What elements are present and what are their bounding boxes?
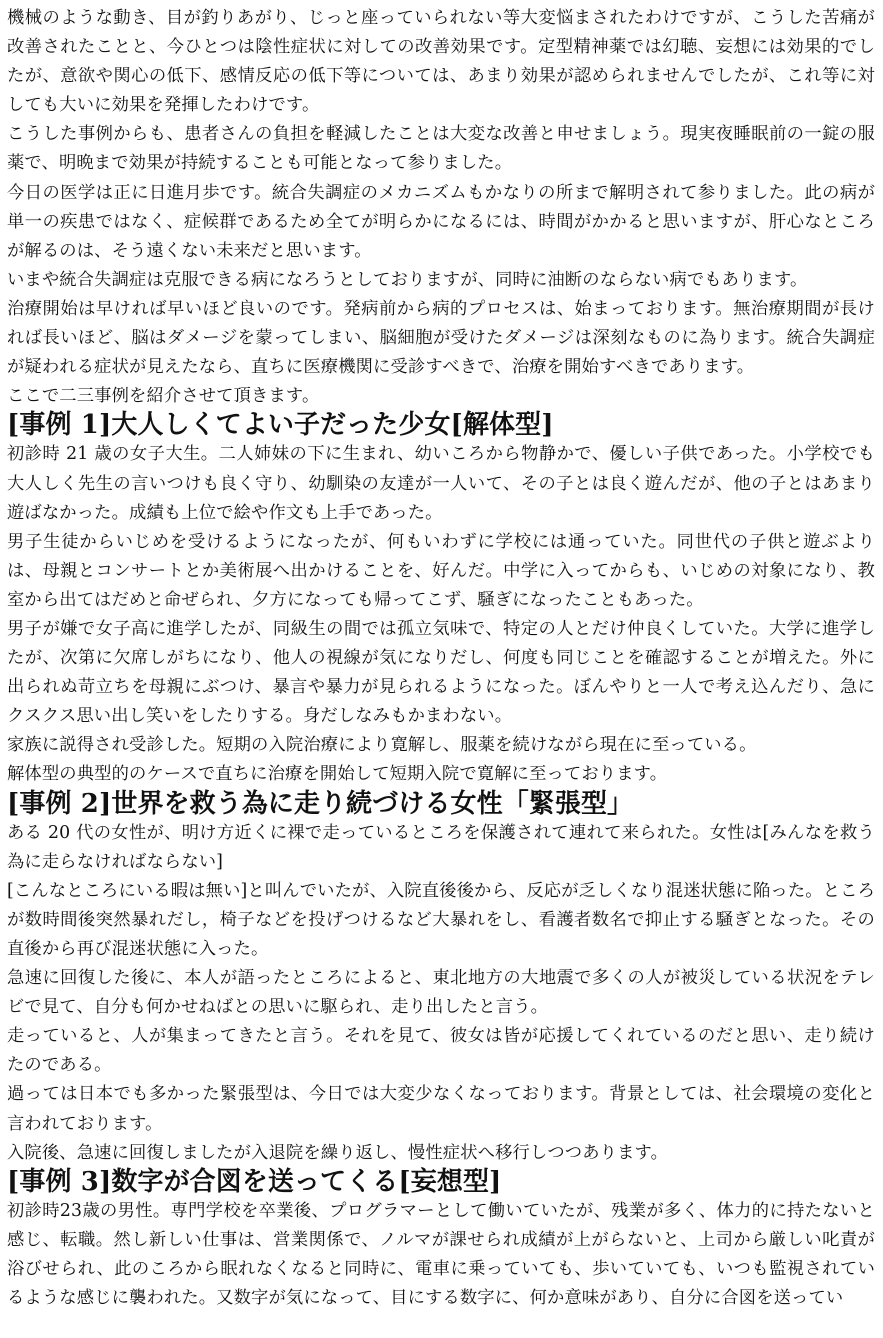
paragraph: 治療開始は早ければ早いほど良いのです。発病前から病的プロセスは、始まっております。無治療期間が長ければ長いほど、脳はダメージを蒙ってしまい、脳細胞が受けたダメージは深刻なものに為ります。統合失調症が疑われる症状が見えたなら、直ちに医療機関に受診すべきで、治療を開始すべきであります。	[7, 298, 875, 378]
paragraph: 今日の医学は正に日進月歩です。統合失調症のメカニズムもかなりの所まで解明されて参りました。此の病が単一の疾患ではなく、症候群であるため全てが明らかになるには、時間がかかると思いますが、肝心なところが解るのは、そう遠くない未来だと思います。	[7, 182, 876, 261]
paragraph: ある 20 代の女性が、明け方近くに裸で走っているところを保護されて連れて来られた。女性は[みんなを救う為に走らなければならない]	[7, 822, 875, 872]
paragraph: 初診時 21 歳の女子大生。二人姉妹の下に生まれ、幼いころから物静かで、優しい子供であった。小学校でも大人しく先生の言いつけも良く守り、幼馴染の友達が一人いて、その子とは良く遊んだが、他の子とはあまり遊ばなかった。成績も上位で絵や作文も上手であった。	[7, 444, 875, 523]
case-heading: [事例 3]数字が合図を送ってくる[妄想型]	[7, 1166, 502, 1197]
paragraph: [こんなところにいる暇は無い]と叫んでいたが、入院直後後から、反応が乏しくなり混迷状態に陥った。ところが数時間後突然暴れだし，椅子などを投げつけるなど大暴れをし、看護者数名で抑止する騒ぎとなった。その直後から再び混迷状態に入った。	[7, 880, 875, 959]
paragraph: 初診時23歳の男性。専門学校を卒業後、プログラマーとして働いていたが、残業が多く、体力的に持たないと感じ、転職。然し新しい仕事は、営業関係で、ノルマが課せられ成績が上がらないと、上司から厳しい叱責が浴びせられ、此のころから眠れなくなると同時に、電車に乗っていても、歩いていても、いつも監視されているような感じに襲われた。又数字が気になって、目にする数字に、何か意味があり、自分に合図を送ってい	[7, 1200, 875, 1309]
paragraph: 入院後、急速に回復しましたが入退院を繰り返し、慢性症状へ移行しつつあります。	[7, 1142, 669, 1163]
paragraph: 家族に説得され受診した。短期の入院治療により寛解し、服薬を続けながら現在に至っている。	[7, 735, 757, 756]
paragraph: 走っていると、人が集まってきたと言う。それを見て、彼女は皆が応援してくれているのだと思い、走り続けたのである。	[7, 1026, 875, 1076]
paragraph: いまや統合失調症は克服できる病になろうとしておりますが、同時に油断のならない病でもあります。	[7, 269, 808, 290]
paragraph: 過っては日本でも多かった緊張型は、今日では大変少なくなっております。背景としては、社会環境の変化と言われております。	[7, 1084, 876, 1134]
paragraph: 解体型の典型的のケースで直ちに治療を開始して短期入院で寛解に至っております。	[7, 764, 668, 785]
paragraph: 男子生徒からいじめを受けるようになったが、何もいわずに学校には通っていた。同世代の子供と遊ぶよりは、母親とコンサートとか美術展へ出かけることを、好んだ。中学に入ってからも、いじめの対象になり、教室から出てはだめと命ぜられ、夕方になっても帰ってこず、騒ぎになったこともあった。	[7, 531, 875, 610]
paragraph: 機械のような動き、目が釣りあがり、じっと座っていられない等大変悩まされたわけですが、こうした苦痛が改善されたことと、今ひとつは陰性症状に対しての改善効果です。定型精神薬では幻聴、妄想には効果的でしたが、意欲や関心の低下、感情反応の低下等については、あまり効果が認められませんでしたが、これ等に対しても大いに効果を発揮したわけです。	[7, 8, 875, 116]
case-heading: [事例 2]世界を救う為に走り続づける女性「緊張型」	[7, 788, 634, 819]
case-heading: [事例 1]大人しくてよい子だった少女[解体型]	[7, 410, 554, 441]
paragraph: 男子が嫌で女子高に進学したが、同級生の間では孤立気味で、特定の人とだけ仲良くしていた。大学に進学したが、次第に欠席しがちになり、他人の視線が気になりだし、何度も同じことを確認することが増えた。外に出られぬ苛立ちを母親にぶつけ、暴言や暴力が見られるようになった。ぼんやりと一人で考え込んだり、急にクスクス思い出し笑いをしたりする。身だしなみもかまわない。	[7, 618, 875, 727]
paragraph: こうした事例からも、患者さんの負担を軽減したことは大変な改善と申せましょう。現実夜睡眠前の一錠の服薬で、明晩まで効果が持続することも可能となって参りました。	[7, 124, 875, 174]
paragraph: ここで二三事例を紹介させて頂きます。	[7, 386, 320, 407]
paragraph: 急速に回復した後に、本人が語ったところによると、東北地方の大地震で多くの人が被災している状況をテレビで見て、自分も何かせねばとの思いに駆られ、走り出したと言う。	[7, 968, 875, 1018]
